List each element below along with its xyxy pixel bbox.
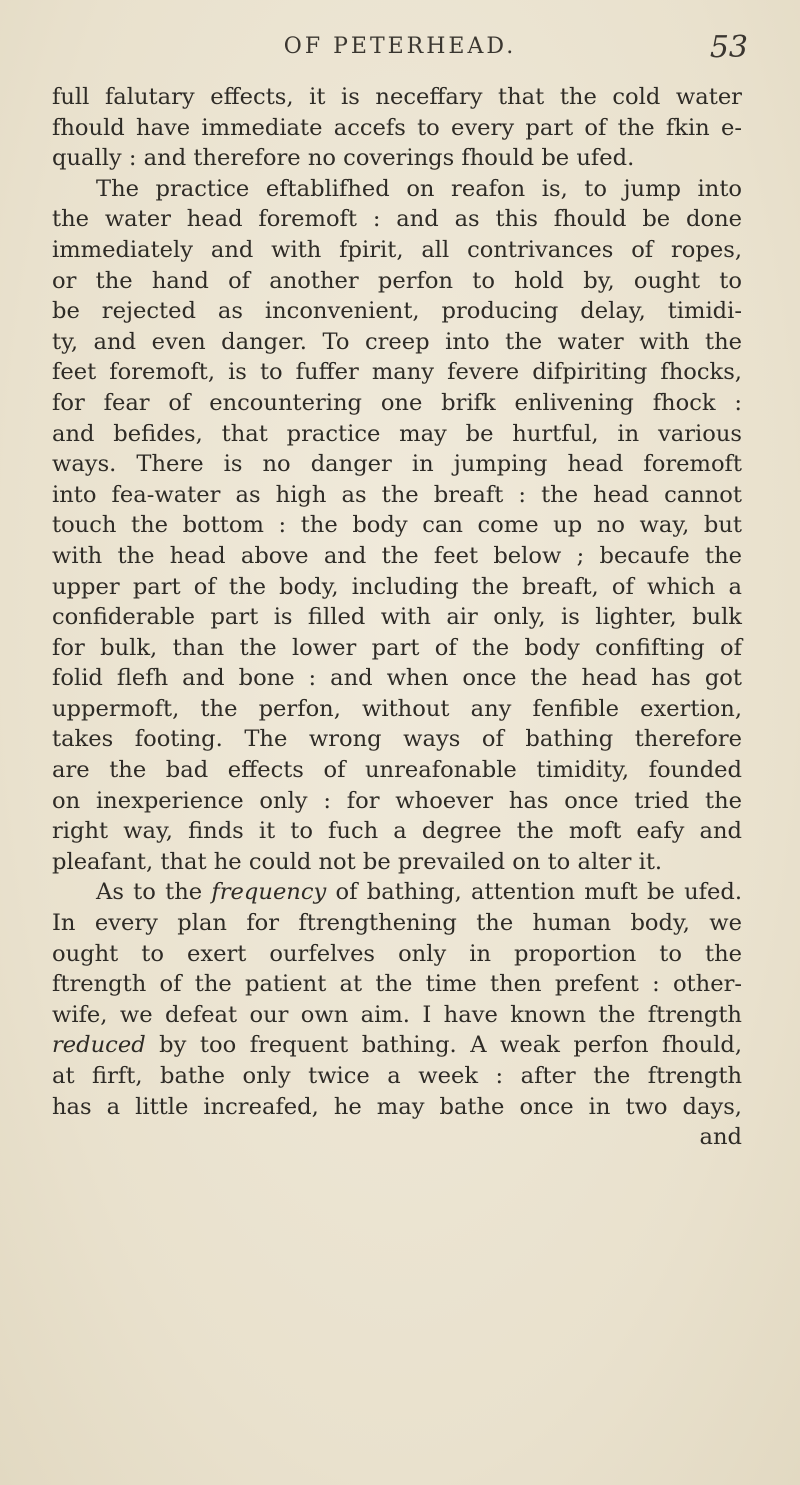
text-line: reduced by too frequent bathing. A weak perfon fhould, [52,1032,742,1059]
text-line: ways. There is no danger in jumping head foremoft [52,451,742,478]
text-line: The practice eftablifhed on reafon is, to jump into [96,175,742,202]
text-line: wife, we defeat our own aim. I have known the ftrength [52,1001,742,1028]
text-line: In every plan for ftrengthening the human body, we [52,910,742,937]
text-line: right way, finds it to fuch a degree the moft eafy and [52,818,742,845]
running-head: OF PETERHEAD. [283,34,517,59]
text-line: feet foremoft, is to fuffer many fevere difpiriting fhocks, [52,359,742,386]
text-line: for bulk, than the lower part of the body confifting of [52,634,742,661]
text-line: fhould have immediate accefs to every part of the fkin e- [52,114,742,141]
text-line: touch the bottom : the body can come up no way, but [52,512,742,539]
text-line: upper part of the body, including the breaft, of which a [52,573,742,600]
text-line: uppermoft, the perfon, without any fenfible exertion, [52,695,742,722]
text-line: ought to exert ourfelves only in proportion to the [52,940,742,967]
catchword: and [699,1124,742,1151]
text-line: ty, and even danger. To creep into the water with the [52,328,742,355]
page-header [0,30,800,70]
text-line: for fear of encountering one brifk enlivening fhock : [52,389,742,416]
italic-word: reduced [52,1032,146,1059]
text-line: qually : and therefore no coverings fhould be ufed. [52,145,635,172]
text-line: on inexperience only : for whoever has once tried the [52,787,742,814]
text-line: pleafant, that he could not be prevailed on to alter it. [52,848,663,875]
text-line: into fea-water as high as the breaft : the head cannot [52,481,742,508]
text-line: confiderable part is filled with air only, is lighter, bulk [52,604,742,631]
text-line: ftrength of the patient at the time then prefent : other- [52,971,742,998]
text-line: be rejected as inconvenient, producing delay, timidi- [52,298,742,325]
italic-word: frequency [211,879,327,906]
text-line: As to the frequency of bathing, attention muft be ufed. [96,879,742,906]
text-line: takes footing. The wrong ways of bathing therefore [52,726,742,753]
text-line: full falutary effects, it is neceffary that the cold water [52,84,742,110]
text-line: or the hand of another perfon to hold by, ought to [52,267,742,294]
page-number: 53 [709,30,748,65]
text-line: has a little increafed, he may bathe once in two days, [52,1093,742,1120]
body-text [52,82,742,1153]
text-line: are the bad effects of unreafonable timidity, founded [52,757,742,784]
text-line: with the head above and the feet below ; becaufe the [52,542,742,569]
text-line: immediately and with fpirit, all contrivances of ropes, [52,236,742,263]
text-line: folid flefh and bone : and when once the head has got [52,665,742,692]
text-line: and befides, that practice may be hurtful, in various [52,420,742,447]
text-line: the water head foremoft : and as this fhould be done [52,206,742,233]
text-line: at firft, bathe only twice a week : after the ftrength [52,1063,742,1089]
